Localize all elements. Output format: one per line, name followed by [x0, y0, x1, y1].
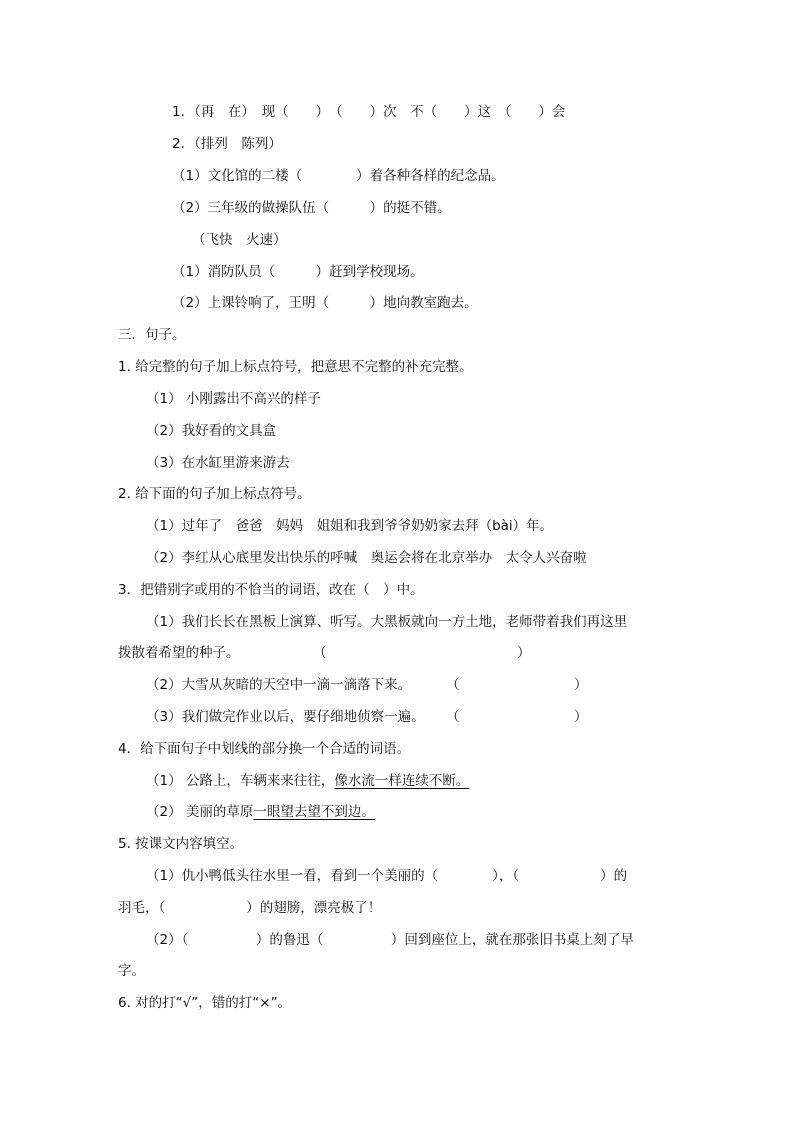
answer-paren-close: ）	[574, 709, 588, 725]
question-3-5-item-1b: 羽毛，（ ）的翅膀，漂亮极了！	[118, 900, 382, 916]
section-3-heading: 三．句子。	[118, 327, 186, 343]
answer-paren-open: （	[313, 645, 327, 661]
question-3-5-title: 5. 按课文内容填空。	[118, 836, 244, 852]
underlined-phrase: 像水流一样连续不断。	[334, 773, 470, 789]
sentence-text: （1） 公路上，车辆来来往往，	[146, 773, 335, 789]
question-3-3-title: 3．把错别字或用的不恰当的词语，改在（ ）中。	[118, 582, 424, 598]
sentence-text: （2） 美丽的草原	[146, 804, 254, 820]
question-2-2-word-choice: （飞快 火速）	[192, 232, 287, 248]
question-2-2-item-3: （1）消防队员（ ）赶到学校现场。	[172, 264, 424, 280]
question-3-5-item-1a: （1）仇小鸭低头往水里一看，看到一个美丽的（ ），（ ）的	[146, 868, 628, 884]
question-2-1: 1．（再 在） 现（ ） （ ）次 不（ ）这 （ ）会	[172, 104, 566, 120]
question-3-3-item-2: （2）大雪从灰暗的天空中一滴一滴落下来。	[146, 677, 412, 693]
answer-paren-open: （	[446, 677, 460, 693]
question-3-5-item-2b: 字。	[118, 963, 145, 979]
underlined-phrase: 一眼望去望不到边。	[253, 804, 375, 820]
question-3-6-title: 6. 对的打“√”，错的打“×”。	[118, 995, 292, 1011]
question-3-1-item-1: （1） 小刚露出不高兴的样子	[146, 391, 321, 407]
question-3-3-item-3: （3）我们做完作业以后，要仔细地侦察一遍。	[146, 709, 425, 725]
question-2-2-item-1: （1）文化馆的二楼（ ）着各种各样的纪念品。	[172, 168, 505, 184]
question-3-2-title: 2. 给下面的句子加上标点符号。	[118, 486, 311, 502]
question-2-2-item-2: （2）三年级的做操队伍（ ）的挺不错。	[172, 200, 451, 216]
question-3-5-item-2a: （2）（ ）的鲁迅（ ）回到座位上，就在那张旧书桌上刻了早	[146, 932, 634, 948]
answer-paren-open: （	[446, 709, 460, 725]
question-3-1-title: 1. 给完整的句子加上标点符号，把意思不完整的补充完整。	[118, 359, 473, 375]
answer-paren-close: ）	[517, 645, 531, 661]
question-2-2-item-4: （2）上课铃响了，王明（ ）地向教室跑去。	[172, 295, 478, 311]
question-3-1-item-2: （2）我好看的文具盒	[146, 423, 277, 439]
question-3-1-item-3: （3）在水缸里游来游去	[146, 455, 290, 471]
answer-paren-close: ）	[574, 677, 588, 693]
question-3-3-item-1a: （1）我们长长在黑板上演算、听写。大黑板就向一方土地，老师带着我们再这里	[146, 614, 628, 630]
question-3-4-item-1	[146, 771, 469, 791]
question-3-4-item-2	[146, 802, 375, 822]
question-2-2-title: 2．（排列 陈列）	[172, 136, 282, 152]
question-3-4-title: 4．给下面句子中划线的部分换一个合适的词语。	[118, 741, 411, 757]
question-3-2-item-1: （1）过年了 爸爸 妈妈 姐姐和我到爷爷奶奶家去拜（bài）年。	[146, 518, 554, 534]
question-3-2-item-2: （2）李红从心底里发出快乐的呼喊 奥运会将在北京举办 太令人兴奋啦	[146, 550, 587, 566]
question-3-3-item-1b: 拨散着希望的种子。	[118, 645, 240, 661]
